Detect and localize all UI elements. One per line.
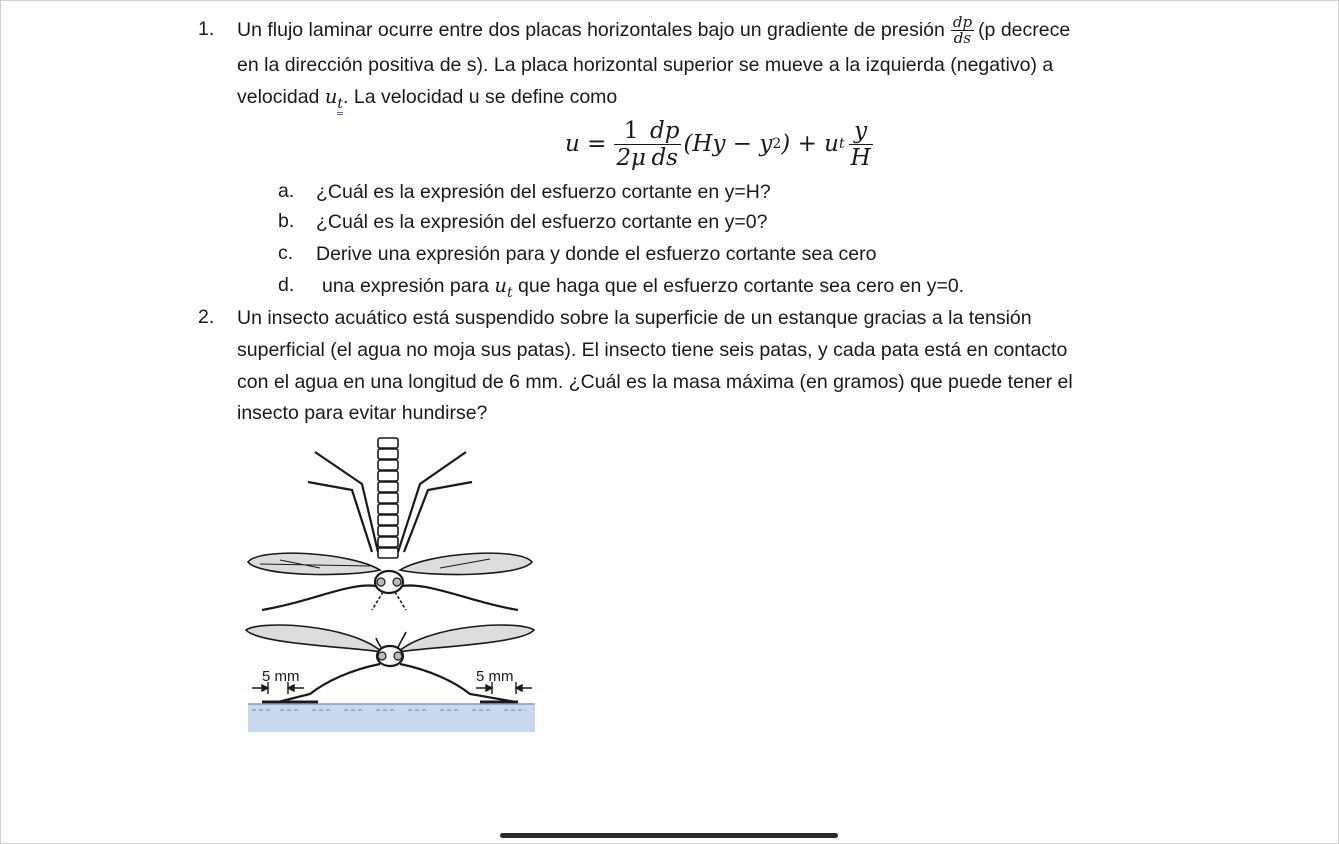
water-surface	[248, 704, 535, 732]
sub-item-d-var-sub: t	[506, 285, 513, 301]
equation-u-sub: t	[838, 136, 845, 152]
problem-1-line-1-tail: (p decrece	[978, 19, 1071, 41]
left-arrow-head-1	[262, 685, 268, 691]
equation-frac-3-num: y	[849, 118, 873, 145]
equation-frac-1-num: 1	[614, 118, 648, 145]
left-eye-side	[378, 652, 386, 660]
equation-exponent: 2	[772, 136, 782, 152]
pressure-gradient-denominator: ds	[953, 28, 972, 47]
insect-figure	[240, 432, 540, 734]
equation-frac-3-den: H	[850, 144, 871, 171]
equation-plus-u: ) + u	[781, 131, 839, 157]
insect-top-view	[248, 438, 532, 610]
left-hind-leg	[315, 452, 378, 552]
problem-2-line-3: con el agua en una longitud de 6 mm. ¿Cuál es la masa máxima (en gramos) que puede tener el	[237, 371, 1073, 393]
problem-2-number: 2.	[198, 306, 215, 328]
sub-item-a-text: ¿Cuál es la expresión del esfuerzo cortante en y=H?	[316, 181, 771, 203]
right-eye-top	[393, 578, 401, 586]
problem-1-line-3-tail: . La velocidad u se define como	[343, 86, 618, 108]
problem-1-line-3	[237, 85, 617, 116]
right-wing-side	[398, 625, 534, 652]
equation-lhs: u =	[565, 131, 607, 157]
equation-frac-1	[614, 118, 648, 171]
right-arrow-head-1	[486, 685, 492, 691]
right-hind-leg	[398, 452, 466, 552]
left-dimension-label: 5 mm	[262, 668, 300, 685]
right-dimension-label: 5 mm	[476, 668, 514, 685]
home-indicator[interactable]	[500, 833, 838, 838]
equation-frac-2-den: ds	[651, 144, 678, 171]
sub-item-c-text: Derive una expresión para y donde el esfuerzo cortante sea cero	[316, 243, 877, 265]
left-eye-top	[377, 578, 385, 586]
velocity-var: u	[324, 85, 338, 108]
pressure-gradient-fraction	[951, 12, 974, 47]
velocity-equation	[565, 114, 873, 174]
sub-item-c-letter: c.	[278, 242, 294, 264]
velocity-sub: t	[337, 96, 343, 115]
sub-item-b-text: ¿Cuál es la expresión del esfuerzo cortante en y=0?	[316, 211, 768, 233]
left-wing-side	[246, 625, 382, 652]
sub-item-d-letter: d.	[278, 274, 295, 296]
sub-item-d-var	[494, 274, 513, 301]
sub-item-b-letter: b.	[278, 210, 295, 232]
sub-item-d-text-before: una expresión para	[322, 275, 489, 297]
right-hind-leg-inner	[404, 482, 472, 552]
right-arrow-head-2	[516, 685, 522, 691]
problem-2-line-2: superficial (el agua no moja sus patas). El insecto tiene seis patas, y cada pata está en contacto	[237, 339, 1068, 361]
sub-item-d-text	[322, 274, 964, 305]
problem-2-line-1: Un insecto acuático está suspendido sobre la superficie de un estanque gracias a la tensión	[237, 307, 1032, 329]
antennae-top	[372, 592, 406, 610]
left-arrow-head-2	[288, 685, 294, 691]
equation-frac-1-den: 2μ	[616, 144, 646, 171]
insect-abdomen	[378, 438, 398, 558]
velocity-symbol	[324, 85, 344, 112]
insect-side-view	[246, 625, 534, 702]
equation-paren: (Hy − y	[683, 131, 773, 157]
problem-1-line-1	[237, 14, 1070, 46]
sub-item-d-var-u: u	[494, 274, 507, 297]
problem-1-line-1-text: Un flujo laminar ocurre entre dos placas horizontales bajo un gradiente de presión	[237, 19, 945, 41]
problem-1-number: 1.	[198, 18, 215, 40]
equation-frac-2	[648, 118, 681, 171]
right-eye-side	[394, 652, 402, 660]
left-front-leg	[262, 585, 376, 610]
right-front-leg	[402, 585, 518, 610]
problem-1-line-2: en la dirección positiva de s). La placa horizontal superior se mueve a la izquierda (negativo) a	[237, 54, 1054, 76]
problem-2-line-4: insecto para evitar hundirse?	[237, 402, 488, 424]
equation-frac-2-num: dp	[650, 117, 680, 144]
pressure-gradient-numerator: dp	[952, 12, 973, 31]
sub-item-d-text-after: que haga que el esfuerzo cortante sea cero en y=0.	[518, 275, 965, 297]
problem-1-line-3-text: velocidad	[237, 86, 320, 108]
sub-item-a-letter: a.	[278, 180, 295, 202]
left-hind-leg-inner	[308, 482, 372, 552]
equation-frac-3	[849, 118, 873, 171]
right-wing-top	[400, 553, 532, 574]
